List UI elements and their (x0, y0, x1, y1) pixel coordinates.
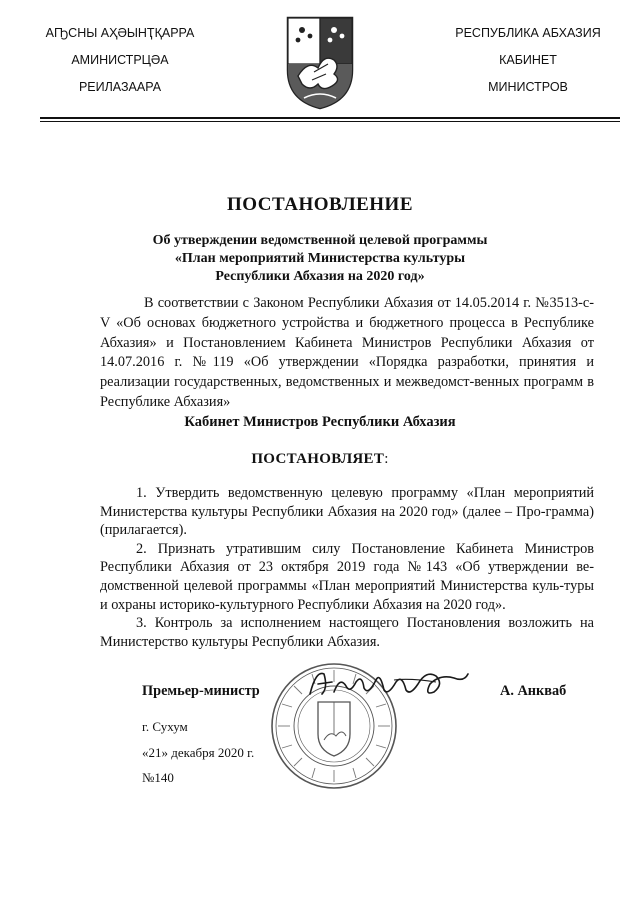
header-right-block (438, 26, 618, 107)
header-right-line: РЕСПУБЛИКА АБХАЗИЯ (455, 26, 601, 40)
resolves-colon: : (384, 451, 389, 467)
preamble-text: В соответствии с Законом Республики Абхазия от 14.05.2014 г. №3513-с-V «Об основах бюджетного устройства и бюджетного процесса в Республике Абхазия» и Постановлением Кабинета Министров Республики Абхазия от 14.07.2016 г. №119 «Об утверждении «Порядка разработки, принятия и реализации государственных, ведомственных и межведомст-венных программ в Республике Абхазия» (100, 295, 594, 410)
issue-place: г. Сухум (142, 719, 188, 734)
subject-line: Республики Абхазия на 2020 год» (215, 269, 425, 284)
issuing-body: Кабинет Министров Республики Абхазия (184, 414, 456, 430)
resolution-item: 3. Контроль за исполнением настоящего Постановления возложить на Министерство культуры Республики Абхазия. (100, 615, 594, 650)
header-right-line: МИНИСТРОВ (488, 80, 568, 94)
header-left-line: РЕИЛАЗААРА (78, 80, 162, 94)
resolution-items (100, 484, 594, 651)
header-left-line: АҦСНЫ АҲӘЫНҬҚАРРА (45, 26, 195, 40)
document-subject (60, 232, 580, 286)
issue-date: «21» декабря 2020 г. (142, 745, 255, 760)
header-left-line: АМИНИСТРЦӘА (71, 53, 169, 67)
preamble-paragraph (100, 294, 594, 413)
resolves-heading (0, 451, 640, 468)
document-number: №140 (142, 770, 174, 785)
resolves-word: ПОСТАНОВЛЯЕТ (251, 451, 385, 467)
header-right-line: КАБИНЕТ (499, 53, 557, 67)
signer-role: Премьер-министр (142, 683, 260, 699)
header-divider-thin (40, 121, 620, 122)
state-emblem-icon (284, 14, 356, 110)
handwritten-signature (306, 664, 472, 706)
header-divider-thick (40, 117, 620, 119)
header-left-block (40, 26, 200, 107)
subject-line: Об утверждении ведомственной целевой программы (152, 233, 488, 248)
document-type-title: ПОСТАНОВЛЕНИЕ (226, 194, 414, 215)
signer-name: А. Анкваб (500, 683, 567, 699)
subject-line: «План мероприятий Министерства культуры (174, 251, 466, 266)
resolution-item: 2. Признать утратившим силу Постановление Кабинета Министров Республики Абхазия от 23 октября 2019 года №143 «Об утверждении ве-домственной целевой программы «План мероприятий Министерства куль-туры и охраны историко-культурного Республики Абхазия на 2020 год». (100, 540, 594, 613)
resolution-item: 1. Утвердить ведомственную целевую программу «План мероприятий Министерства культуры Республики Абхазия на 2020 год» (далее – Про-грамма) (прилагается). (100, 485, 594, 539)
